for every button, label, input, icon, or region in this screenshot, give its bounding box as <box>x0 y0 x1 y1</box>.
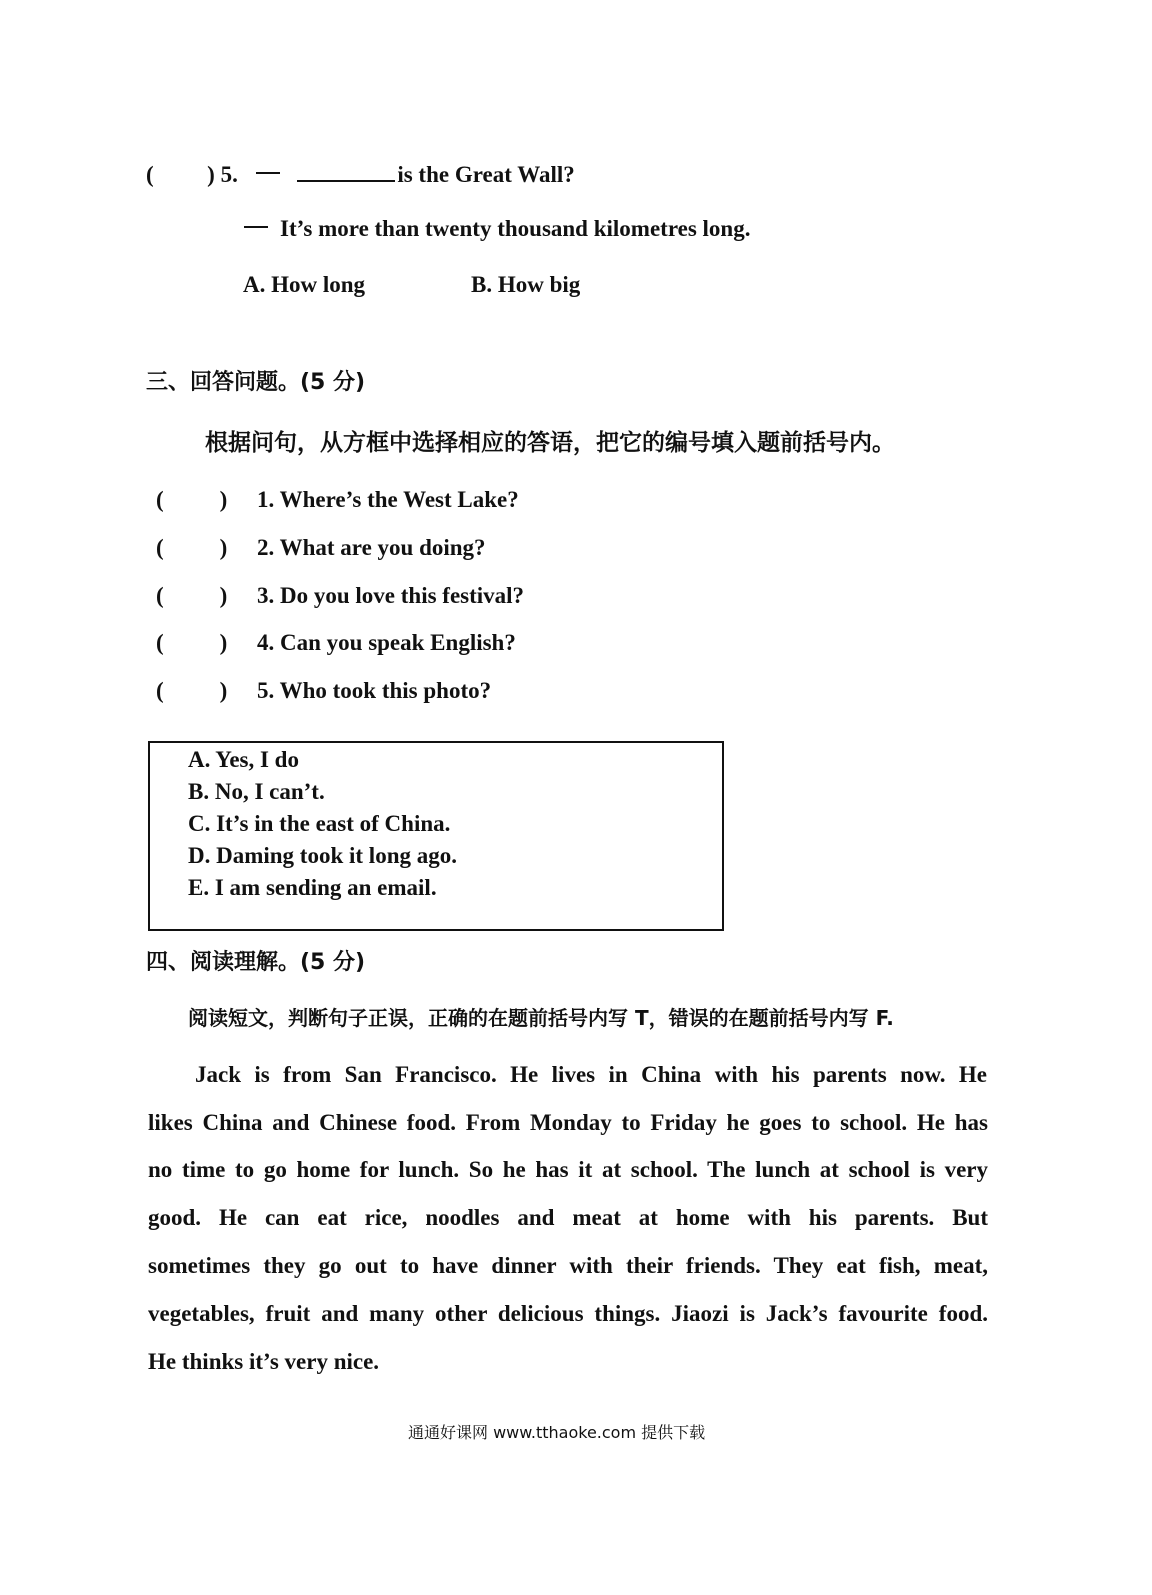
paren-open: ( <box>156 583 164 608</box>
question-item <box>156 630 227 656</box>
passage-line: good. He can eat rice, noodles and meat at home with his parents. But <box>148 1205 988 1230</box>
q5-reply-text: It’s more than twenty thousand kilometres long. <box>280 216 751 241</box>
page-footer: 通通好课网 www.tthaoke.com 提供下载 <box>408 1423 706 1442</box>
paren-close: ) <box>219 630 228 655</box>
q5-option-a: A. How long <box>243 272 366 297</box>
paren-open: ( <box>156 487 164 512</box>
passage-line: sometimes they go out to have dinner with their friends. They eat fish, meat, <box>148 1253 988 1278</box>
q5-option-b: B. How big <box>471 272 581 297</box>
answer-option: E. I am sending an email. <box>188 875 437 900</box>
paren-open: ( <box>156 630 164 655</box>
paren-close: ) <box>219 535 228 560</box>
question-text: 1. Where’s the West Lake? <box>257 487 519 512</box>
paren-close: ) <box>219 487 228 512</box>
q5-question-text: is the Great Wall? <box>397 162 575 187</box>
paren-close: ) <box>219 583 228 608</box>
section4-heading: 四、阅读理解。(5 分) <box>146 950 366 975</box>
paren-open: ( <box>156 535 164 560</box>
q5-question <box>146 160 575 188</box>
question-text: 3. Do you love this festival? <box>257 583 525 608</box>
answer-blank[interactable] <box>297 160 395 182</box>
answer-option: B. No, I can’t. <box>188 779 325 804</box>
section3-heading: 三、回答问题。(5 分) <box>146 370 366 395</box>
question-text: 5. Who took this photo? <box>257 678 492 703</box>
question-item <box>156 678 227 704</box>
answer-option: A. Yes, I do <box>188 747 299 772</box>
passage-line: likes China and Chinese food. From Monday to Friday he goes to school. He has <box>148 1110 988 1135</box>
answer-options-box <box>148 741 724 931</box>
question-text: 4. Can you speak English? <box>257 630 516 655</box>
paren-close: ) <box>219 678 228 703</box>
section3-instruction: 根据问句，从方框中选择相应的答语，把它的编号填入题前括号内。 <box>205 430 895 456</box>
q5-paren-close: ) <box>207 162 215 187</box>
question-item <box>156 583 227 609</box>
question-item <box>156 487 227 513</box>
q5-reply <box>244 216 750 242</box>
section4-instruction: 阅读短文，判断句子正误，正确的在题前括号内写 T，错误的在题前括号内写 F. <box>188 1006 894 1030</box>
dash-mark <box>244 226 268 228</box>
paren-open: ( <box>156 678 164 703</box>
q5-number: 5. <box>220 162 238 187</box>
passage-line: He thinks it’s very nice. <box>148 1349 380 1374</box>
passage-line: Jack is from San Francisco. He lives in China with his parents now. He <box>195 1062 987 1087</box>
q5-paren-open: ( <box>146 162 154 187</box>
answer-option: C. It’s in the east of China. <box>188 811 451 836</box>
answer-option: D. Daming took it long ago. <box>188 843 457 868</box>
question-text: 2. What are you doing? <box>257 535 486 560</box>
dash-mark <box>256 172 280 174</box>
question-item <box>156 535 227 561</box>
passage-line: no time to go home for lunch. So he has it at school. The lunch at school is very <box>148 1157 988 1182</box>
passage-line: vegetables, fruit and many other delicious things. Jiaozi is Jack’s favourite food. <box>148 1301 988 1326</box>
